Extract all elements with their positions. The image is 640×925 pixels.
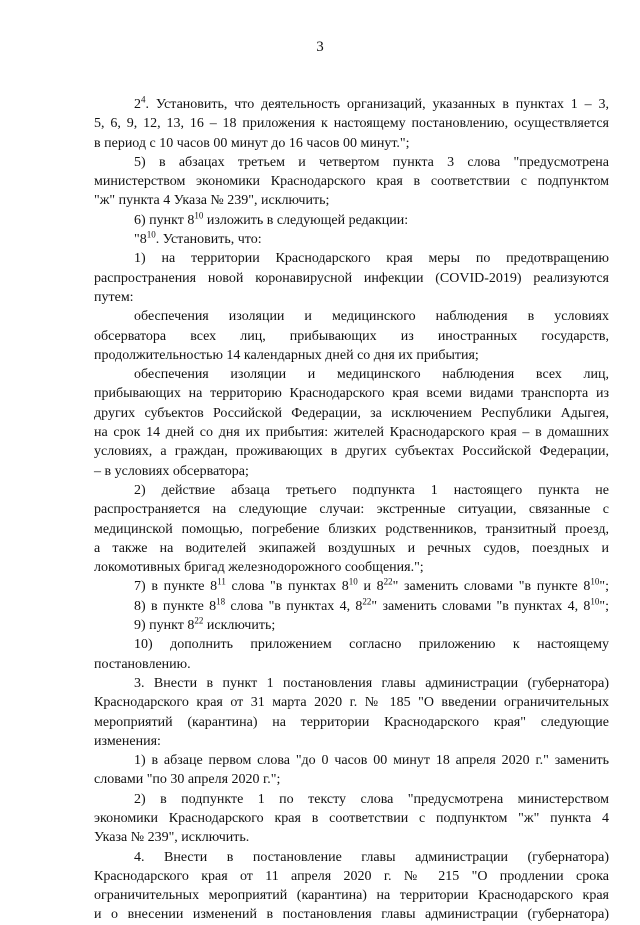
text-line: словами "по 30 апреля 2020 г."; [94,772,281,788]
text-line: изменения: [94,733,161,749]
text-line: министерством экономики Краснодарского края в соответствии с подпунктом [94,174,609,190]
text-line: мероприятий (карантина) на территории Краснодарского края" следующие [94,714,609,730]
text-line: экономики Краснодарского края в соответствии с подпунктом "ж" пункта 4 [94,810,609,826]
text-line: обеспечения изоляции и медицинского наблюдения всех лиц, [134,367,609,383]
page-number: 3 [316,39,324,55]
text-line: 4. Внести в постановление главы администрации (губернатора) [134,849,609,865]
text-line: постановлению. [94,656,191,672]
text-line: распространяется на следующие случаи: экстренные ситуации, связанные с [94,502,609,518]
text-line: 7) в пункте $8^{11}$ слова "в пунктах $8^{10}$ и $8^{22}$" заменить словами "в пункте $8^{10}$"; [134,576,609,595]
text-line: в период с 10 часов 00 минут до 16 часов 00 минут."; [94,135,410,151]
text-line: 1) на территории Краснодарского края меры по предотвращению [134,251,609,267]
text-line: а также на водителей экипажей воздушных и речных судов, поездных и [94,540,609,556]
text-line: 10) дополнить приложением согласно приложению к настоящему [134,637,609,653]
text-line: на срок 14 дней со дня их прибытия: жителей Краснодарского края – в домашних [94,425,609,441]
text-line: распространения новой коронавирусной инфекции (COVID-2019) реализуются [94,270,609,286]
document-body [94,95,609,925]
text-line: 2) действие абзаца третьего подпункта 1 настоящего пункта не [134,482,609,498]
text-line: других субъектов Российской Федерации, за исключением Республики Адыгея, [94,405,609,421]
text-line: 3. Внести в пункт 1 постановления главы администрации (губернатора) [134,675,609,691]
text-line: медицинской помощью, погребение близких родственников, транзитный проезд, [94,521,609,537]
text-line: 1) в абзаце первом слова "до 0 часов 00 минут 18 апреля 2020 г." заменить [134,753,609,769]
text-line: 5) в абзацах третьем и четвертом пункта 3 слова "предусмотрена [134,154,609,170]
text-line: прибывающих на территорию Краснодарского края всеми видами транспорта из [94,386,609,402]
text-line: обсерватора всех лиц, прибывающих из иностранных государств, [94,328,609,344]
text-line: Указа № 239", исключить. [94,830,250,846]
text-line: "$8^{10}$. Установить, что: [134,229,262,248]
text-line: $2^4$. Установить, что деятельность организаций, указанных в пунктах 1 – 3, [134,94,609,112]
text-line: условиях, а граждан, проживающих в других субъектах Российской Федерации, [94,444,609,460]
text-line: "ж" пункта 4 Указа № 239", исключить; [94,193,330,209]
text-line: 5, 6, 9, 12, 13, 16 – 18 приложения к настоящему постановлению, осуществляется [94,116,609,132]
text-line: путем: [94,289,134,305]
text-line: 8) в пункте $8^{18}$ слова "в пунктах 4, $8^{22}$" заменить словами "в пунктах 4, $8^{10}$"; [134,596,609,614]
text-line: – в условиях обсерватора; [94,463,249,479]
text-line: и о внесении изменений в постановления главы администрации (губернатора) [94,907,609,923]
text-line: ограничительных мероприятий (карантина) на территории Краснодарского края [94,888,609,904]
text-line: обеспечения изоляции и медицинского наблюдения в условиях [134,309,609,325]
text-line: 9) пункт $8^{22}$ исключить; [134,615,276,634]
text-line: Краснодарского края от 31 марта 2020 г. № 185 "О введении ограничительных [94,695,609,711]
text-line: локомотивных бригад железнодорожного сообщения."; [94,560,424,576]
text-line: продолжительностью 14 календарных дней со дня их прибытия; [94,347,479,363]
text-line: 6) пункт $8^{10}$ изложить в следующей редакции: [134,210,409,228]
text-line: Краснодарского края от 11 апреля 2020 г. № 215 "О продлении срока [94,868,609,884]
text-line: 2) в подпункте 1 по тексту слова "предусмотрена министерством [134,791,609,807]
